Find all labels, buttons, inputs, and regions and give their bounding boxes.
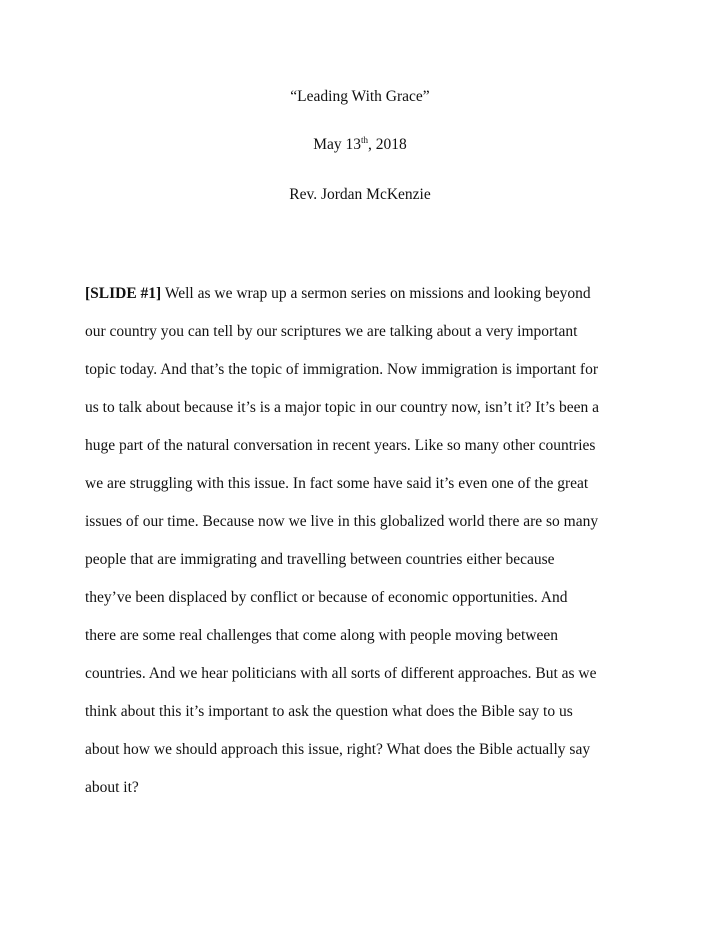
sermon-date — [0, 135, 720, 155]
date-year: , 2018 — [368, 136, 407, 153]
body-line-13: about how we should approach this issue, right? What does the Bible actually say — [85, 741, 591, 758]
body-line-4: us to talk about because it’s is a major topic in our country now, isn’t it? It’s been a — [85, 399, 599, 416]
body-line-1 — [85, 284, 591, 304]
body-line-3: topic today. And that’s the topic of immigration. Now immigration is important for — [85, 361, 599, 378]
body-line-2: our country you can tell by our scriptures we are talking about a very important — [85, 323, 578, 340]
body-line-12: think about this it’s important to ask the question what does the Bible say to us — [85, 703, 573, 720]
body-line-14: about it? — [85, 779, 139, 796]
body-line-8: people that are immigrating and travelling between countries either because — [85, 551, 555, 568]
body-line-1-text: Well as we wrap up a sermon series on missions and looking beyond — [161, 285, 591, 302]
body-line-6: we are struggling with this issue. In fact some have said it’s even one of the great — [85, 475, 589, 492]
body-line-11: countries. And we hear politicians with all sorts of different approaches. But as we — [85, 665, 597, 682]
sermon-title: “Leading With Grace” — [290, 88, 430, 105]
sermon-author: Rev. Jordan McKenzie — [289, 186, 431, 203]
body-line-9: they’ve been displaced by conflict or because of economic opportunities. And — [85, 589, 568, 606]
slide-tag: [SLIDE #1] — [85, 285, 162, 302]
date-ordinal-suffix: th — [361, 134, 369, 145]
body-line-5: huge part of the natural conversation in recent years. Like so many other countries — [85, 437, 596, 454]
body-line-7: issues of our time. Because now we live in this globalized world there are so many — [85, 513, 599, 530]
body-line-10: there are some real challenges that come along with people moving between — [85, 627, 558, 644]
date-month-day: May 13 — [313, 136, 362, 153]
